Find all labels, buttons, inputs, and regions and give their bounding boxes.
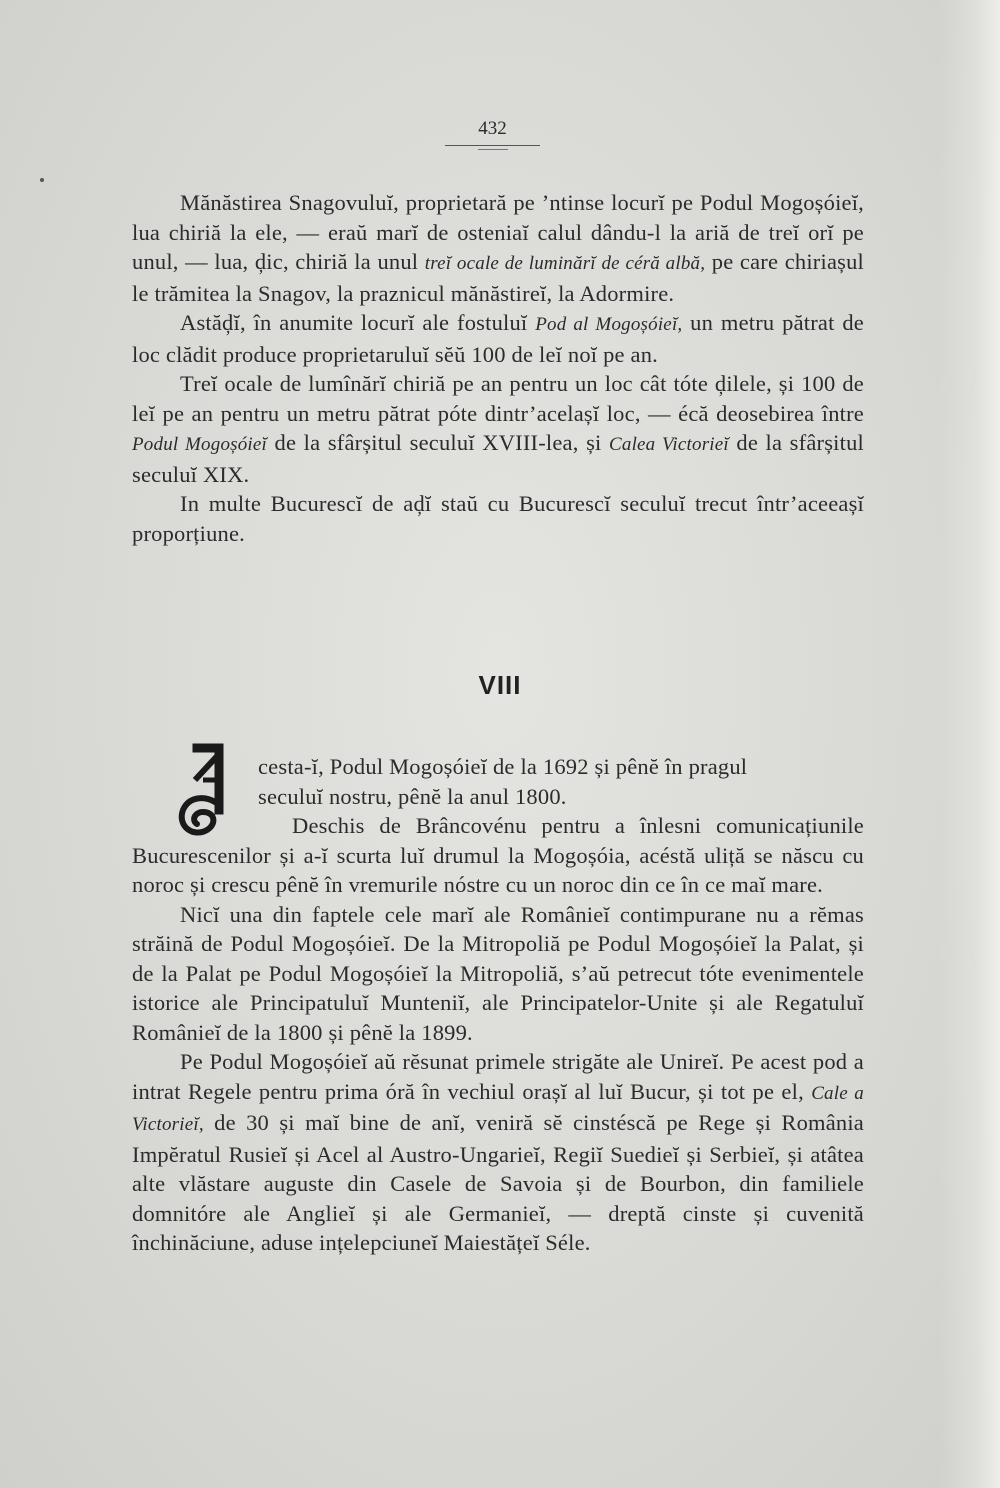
paragraph-text: pe care chiriașul le trămitea la Snagov, la praznicul mănăstireĭ, la Adormire. <box>132 249 864 306</box>
paragraph-text: Mănăstirea Snagovuluĭ, proprietară pe ’ntinse locurĭ pe Podul Mogoșóieĭ, lua chiriă la ele, — eraŭ marĭ de osteniaĭ calul dându-l la ariă de treĭ orĭ pe unul, — lua, ḑic, chiriă la unul <box>132 190 864 274</box>
paragraph-text: de la sfârșitul seculuĭ XIX. <box>132 430 864 487</box>
page-number: 432 <box>478 118 507 139</box>
paragraph-nici-una: Nicĭ una din faptele cele marĭ ale Românieĭ contimpurane nu a rĕmas străină de Podul Mogoșóieĭ. De la Mitropoliă pe Podul Mogoșóieĭ la Palat, și de la Palat pe Podul Mogoșóieĭ la Mitropoliă, s’aŭ petrecut tóte evenimentele istorice ale Principatuluĭ Munteniĭ, ale Principatelor-Unite și ale Regatuluĭ Românieĭ de la 1800 și pênĕ la 1899. <box>132 901 864 1045</box>
italic-phrase: Pod al Mogoșóieĭ, <box>535 314 683 335</box>
italic-phrase: treĭ ocale de luminărĭ de céră albă, <box>424 253 706 274</box>
paragraph-acesta <box>132 752 864 811</box>
paragraph-astazi <box>132 308 864 369</box>
scan-speck <box>40 178 44 182</box>
italic-phrase: Podul Mogoșóieĭ <box>132 434 268 455</box>
paragraph-text: Deschis de Brâncovénu pentru a înlesni comunicațiunile Bucurescenilor și a-ĭ scurta luĭ drumul la Mogoșóia, acéstă uliță se născu cu noroc și crescu pênĕ în vremurile nóstre cu un noroc din ce în ce maĭ mare. <box>132 813 864 897</box>
paragraph-text: Astăḑĭ, în anumite locurĭ ale fostuluĭ <box>180 310 536 335</box>
paragraph-unirei <box>132 1047 864 1258</box>
section-text-2 <box>132 752 864 1258</box>
paragraph-in-multe: In multe Bucurescĭ de aḑĭ staŭ cu Bucurescĭ seculuĭ trecut într’aceeașĭ proporțiune. <box>132 491 864 546</box>
paragraph-text: seculuĭ nostru, pênĕ la anul 1800. <box>258 783 567 809</box>
page-number-rule-short <box>478 149 508 150</box>
paragraph-text: Treĭ ocale de lumînărĭ chiriă pe an pentru un loc cât tóte ḑilele, și 100 de leĭ pe an pentru un metru pătrat póte dintr’acelașĭ loc, — écă deosebirea între <box>132 371 864 426</box>
paragraph-text: de la sfârșitul seculuĭ XVIII-lea, și <box>267 430 609 455</box>
section-text-1 <box>132 188 864 548</box>
paragraph-text: Pe Podul Mogoșóieĭ aŭ rĕsunat primele strigăte ale Unireĭ. Pe acest pod a intrat Regele pentru prima óră în vechiul orașĭ al luĭ Bucur, și tot pe el, <box>132 1049 864 1104</box>
paragraph-deschis <box>132 811 864 900</box>
italic-phrase: Calea Victorieĭ <box>609 434 729 455</box>
paragraph-trei-ocale <box>132 369 864 489</box>
paragraph-text: de 30 și maĭ bine de anĭ, veniră sĕ cinstéscă pe Rege și România Impĕratul Rusieĭ și Acel al Austro-Ungarieĭ, Regiĭ Suedieĭ și Serbieĭ, și atâtea alte vlăstare auguste din Casele de Savoia și de Bourbon, din familiele domnitóre ale Anglieĭ și ale Germanieĭ, — dreptă cinste și cuvenită închinăciune, aduse ințelepciuneĭ Maiestățeĭ Séle. <box>132 1110 864 1255</box>
italic-phrase: Cale a Victorieĭ, <box>132 1082 864 1135</box>
paragraph-snagov <box>132 188 864 308</box>
paragraph-text: un metru pătrat de loc clădit produce proprietaruluĭ sĕŭ 100 de leĭ noĭ pe an. <box>132 310 864 367</box>
paragraph-text: cesta-ĭ, Podul Mogoșóieĭ de la 1692 și pênĕ în pragul <box>258 754 748 779</box>
section-heading: VIII <box>478 670 522 700</box>
page-number-rule <box>445 145 540 146</box>
